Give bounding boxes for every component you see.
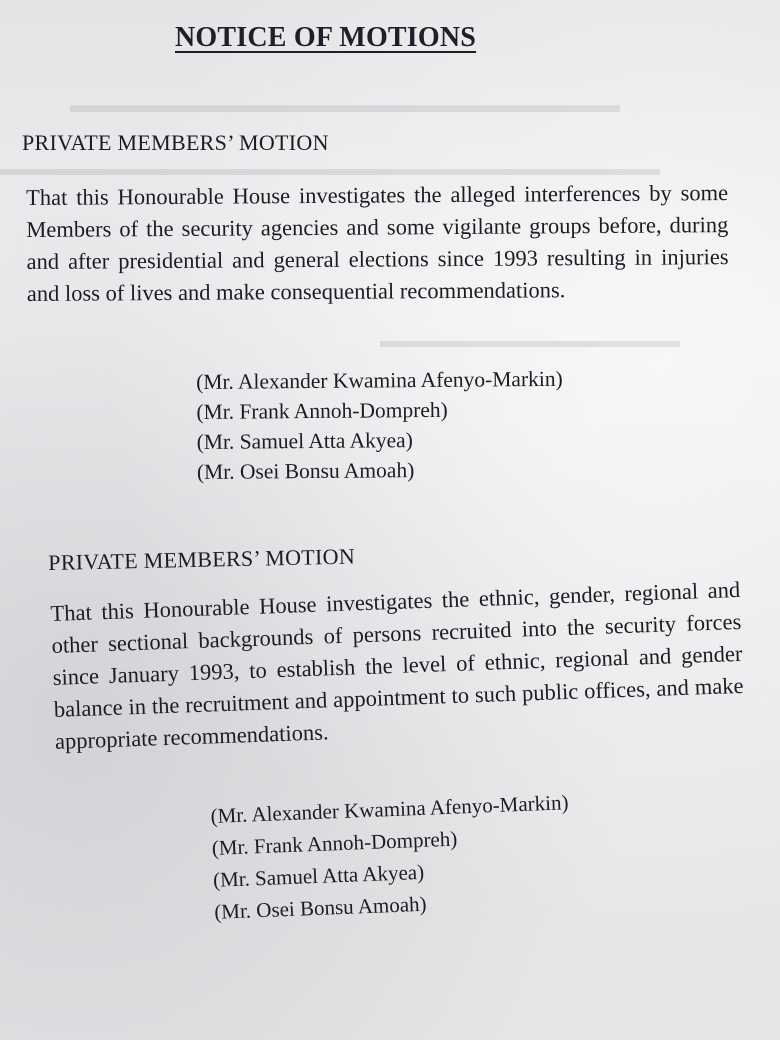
- motion-1-body: That this Honourable House investigates the alleged interferences by some Members of the security agencies and some vigilante groups before, during and after presidential and general elections since 1993 resulting in injuries and loss of lives and make consequential recommendations.: [26, 180, 729, 306]
- sponsor-name: (Mr. Alexander Kwamina Afenyo-Markin): [210, 790, 569, 828]
- sponsor-name: (Mr. Samuel Atta Akyea): [196, 428, 413, 454]
- page-title: NOTICE OF MOTIONS: [175, 22, 477, 53]
- motion-2-sponsors: [210, 786, 573, 928]
- motion-2-body: That this Honourable House investigates the ethnic, gender, regional and other sectional backgrounds of persons recruited into the security forces since January 1993, to establish the level of ethnic, regional and gender balance in the recruitment and appointment to such public offices, and make appropriate recommendations.: [50, 576, 744, 754]
- bleed-through-text: ▬▬▬▬▬▬▬▬▬▬▬▬▬▬▬▬▬▬▬▬▬▬▬▬▬: [70, 92, 620, 117]
- motion-1-heading: PRIVATE MEMBERS’ MOTION: [22, 130, 329, 155]
- sponsor-name: (Mr. Frank Annoh-Dompreh): [211, 826, 458, 860]
- motion-2-heading: PRIVATE MEMBERS’ MOTION: [48, 543, 356, 575]
- bleed-through-text: ▬▬▬▬▬▬▬▬▬▬▬▬▬▬▬: [380, 330, 680, 352]
- sponsor-name: (Mr. Alexander Kwamina Afenyo-Markin): [196, 366, 563, 394]
- motion-1-sponsors: [196, 364, 564, 487]
- sponsor-name: (Mr. Samuel Atta Akyea): [212, 859, 425, 892]
- sponsor-name: (Mr. Osei Bonsu Amoah): [213, 891, 427, 924]
- sponsor-name: (Mr. Frank Annoh-Dompreh): [196, 397, 448, 424]
- sponsor-name: (Mr. Osei Bonsu Amoah): [196, 458, 415, 484]
- bleed-through-text: ▬▬▬▬▬▬▬▬▬▬▬▬▬▬▬▬▬▬▬▬▬▬▬▬▬▬▬▬▬▬▬▬▬: [0, 158, 660, 180]
